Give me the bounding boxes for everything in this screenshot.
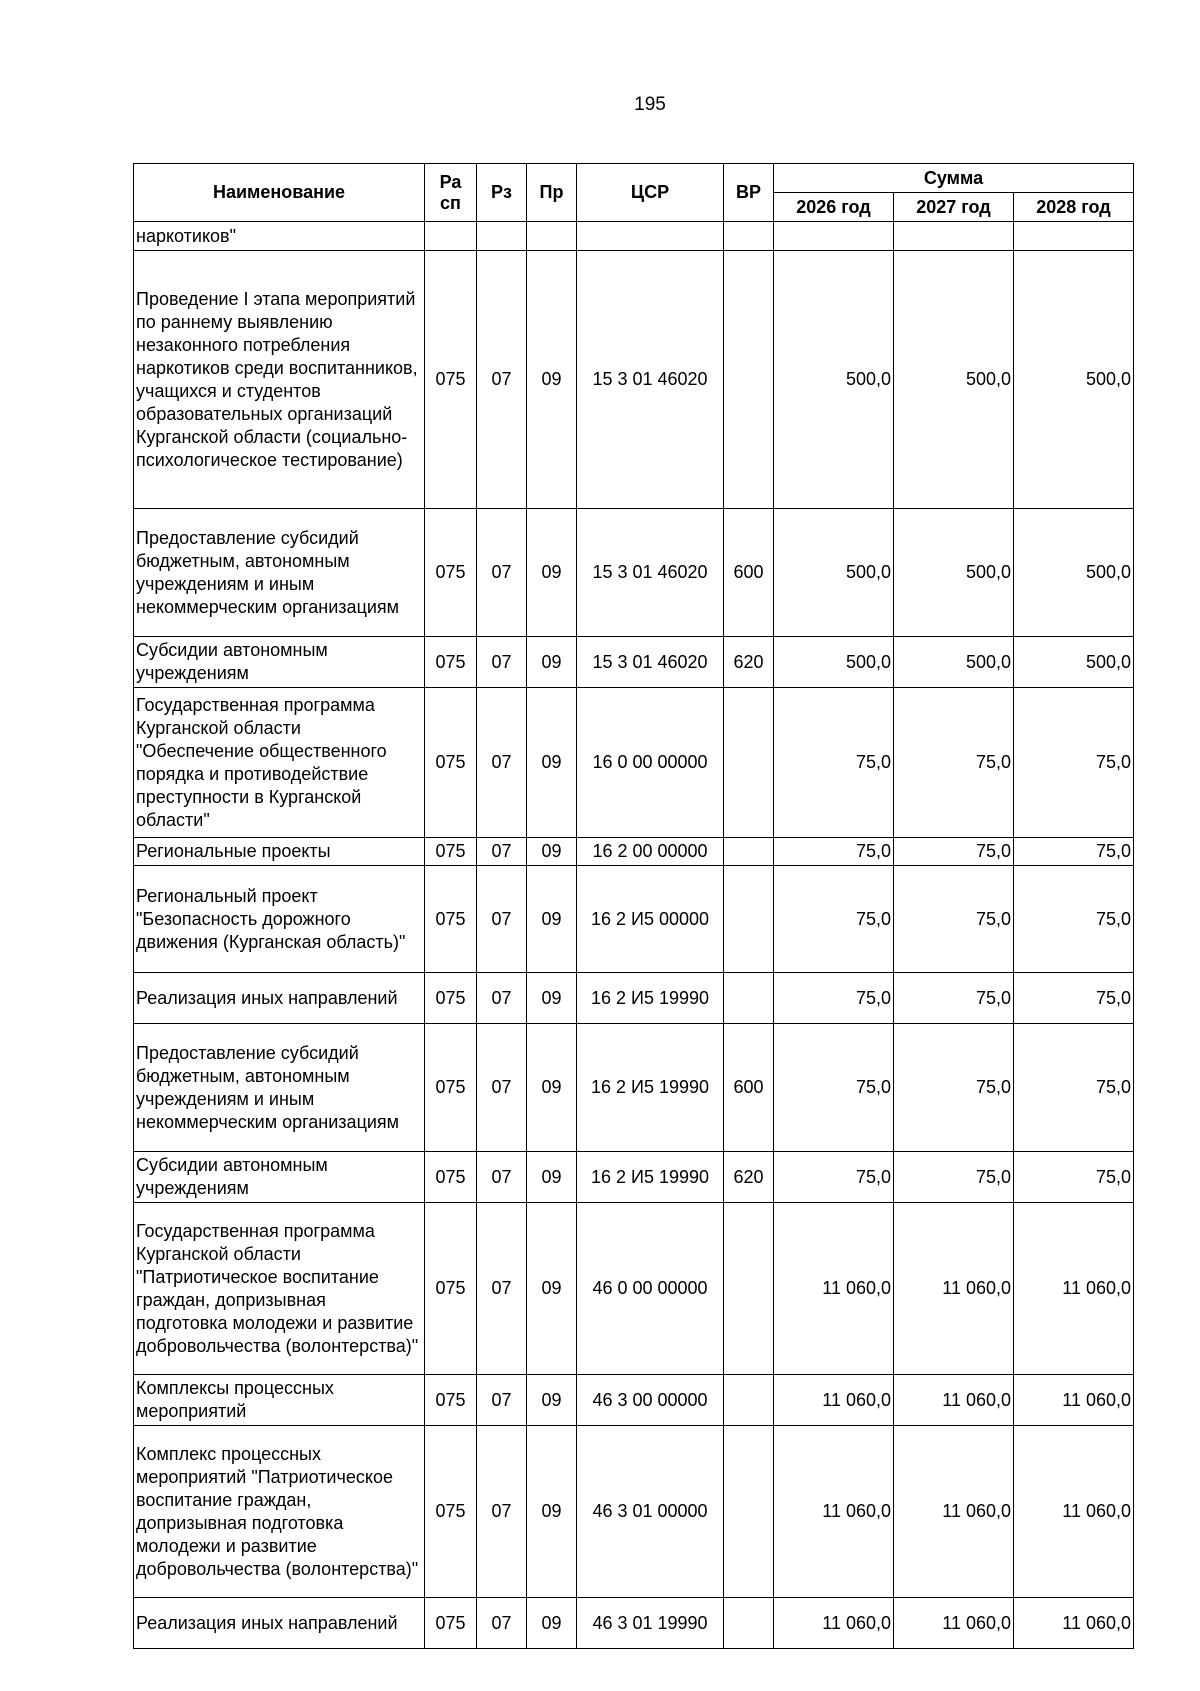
cell-pr: 09 bbox=[527, 973, 577, 1024]
cell-name: Комплексы процессных мероприятий bbox=[134, 1375, 425, 1426]
cell-2027: 11 060,0 bbox=[894, 1203, 1014, 1375]
header-year-2028: 2028 год bbox=[1014, 193, 1134, 222]
cell-pr: 09 bbox=[527, 838, 577, 866]
cell-csr: 46 3 00 00000 bbox=[577, 1375, 724, 1426]
cell-2027: 75,0 bbox=[894, 838, 1014, 866]
cell-name: Субсидии автономным учреждениям bbox=[134, 637, 425, 688]
cell-rasp: 075 bbox=[425, 1375, 477, 1426]
cell-rz: 07 bbox=[477, 509, 527, 637]
cell-2026: 500,0 bbox=[774, 637, 894, 688]
cell-csr: 16 2 И5 00000 bbox=[577, 866, 724, 973]
cell-2028: 500,0 bbox=[1014, 637, 1134, 688]
cell-pr: 09 bbox=[527, 251, 577, 509]
cell-pr: 09 bbox=[527, 1598, 577, 1649]
cell-rz: 07 bbox=[477, 251, 527, 509]
cell-vr bbox=[724, 251, 774, 509]
header-year-2026: 2026 год bbox=[774, 193, 894, 222]
cell-vr bbox=[724, 1203, 774, 1375]
cell-2026: 75,0 bbox=[774, 838, 894, 866]
header-rz: Рз bbox=[477, 164, 527, 222]
cell-2027 bbox=[894, 222, 1014, 251]
cell-vr: 600 bbox=[724, 509, 774, 637]
cell-pr: 09 bbox=[527, 509, 577, 637]
cell-vr bbox=[724, 222, 774, 251]
cell-vr bbox=[724, 973, 774, 1024]
cell-csr: 46 3 01 00000 bbox=[577, 1426, 724, 1598]
cell-vr: 620 bbox=[724, 637, 774, 688]
cell-rasp: 075 bbox=[425, 1024, 477, 1152]
cell-pr: 09 bbox=[527, 637, 577, 688]
cell-csr: 15 3 01 46020 bbox=[577, 509, 724, 637]
cell-2028: 11 060,0 bbox=[1014, 1375, 1134, 1426]
cell-rasp: 075 bbox=[425, 866, 477, 973]
cell-csr: 16 2 И5 19990 bbox=[577, 1152, 724, 1203]
cell-name: Предоставление субсидий бюджетным, автономным учреждениям и иным некоммерческим организациям bbox=[134, 1024, 425, 1152]
cell-2027: 75,0 bbox=[894, 688, 1014, 838]
table-row bbox=[134, 1375, 1134, 1426]
cell-2027: 11 060,0 bbox=[894, 1426, 1014, 1598]
cell-rz: 07 bbox=[477, 637, 527, 688]
cell-rz: 07 bbox=[477, 1152, 527, 1203]
cell-rz: 07 bbox=[477, 1024, 527, 1152]
cell-rz: 07 bbox=[477, 1375, 527, 1426]
cell-2028 bbox=[1014, 222, 1134, 251]
cell-2026: 75,0 bbox=[774, 1024, 894, 1152]
table-body bbox=[134, 222, 1134, 1649]
cell-2028: 75,0 bbox=[1014, 866, 1134, 973]
cell-vr bbox=[724, 838, 774, 866]
cell-pr bbox=[527, 222, 577, 251]
cell-rasp: 075 bbox=[425, 838, 477, 866]
cell-2027: 500,0 bbox=[894, 509, 1014, 637]
table-row bbox=[134, 1426, 1134, 1598]
cell-csr: 46 0 00 00000 bbox=[577, 1203, 724, 1375]
cell-2028: 11 060,0 bbox=[1014, 1426, 1134, 1598]
table-row bbox=[134, 251, 1134, 509]
table-row bbox=[134, 866, 1134, 973]
cell-rasp: 075 bbox=[425, 688, 477, 838]
cell-rasp: 075 bbox=[425, 509, 477, 637]
cell-2028: 75,0 bbox=[1014, 1024, 1134, 1152]
table-row bbox=[134, 1024, 1134, 1152]
cell-rz: 07 bbox=[477, 688, 527, 838]
cell-vr bbox=[724, 1598, 774, 1649]
budget-table bbox=[133, 163, 1134, 1649]
cell-rz: 07 bbox=[477, 1203, 527, 1375]
cell-2027: 11 060,0 bbox=[894, 1375, 1014, 1426]
cell-name: Региональные проекты bbox=[134, 838, 425, 866]
cell-pr: 09 bbox=[527, 1203, 577, 1375]
cell-2026: 500,0 bbox=[774, 509, 894, 637]
cell-csr: 16 2 И5 19990 bbox=[577, 973, 724, 1024]
cell-rasp: 075 bbox=[425, 1152, 477, 1203]
cell-2028: 500,0 bbox=[1014, 251, 1134, 509]
header-year-2027: 2027 год bbox=[894, 193, 1014, 222]
cell-name: Проведение I этапа мероприятий по раннему выявлению незаконного потребления наркотиков среди воспитанников, учащихся и студентов образовательных организаций Курганской области (социально-психологическое тестирование) bbox=[134, 251, 425, 509]
table-header bbox=[134, 164, 1134, 222]
cell-2026: 11 060,0 bbox=[774, 1203, 894, 1375]
table-row bbox=[134, 838, 1134, 866]
header-rasp bbox=[425, 164, 477, 222]
cell-vr bbox=[724, 688, 774, 838]
cell-2027: 500,0 bbox=[894, 251, 1014, 509]
cell-2028: 75,0 bbox=[1014, 838, 1134, 866]
header-sum: Сумма bbox=[774, 164, 1134, 193]
cell-rasp bbox=[425, 222, 477, 251]
cell-name: Комплекс процессных мероприятий "Патриотическое воспитание граждан, допризывная подготовка молодежи и развитие добровольчества (волонтерства)" bbox=[134, 1426, 425, 1598]
cell-2026: 75,0 bbox=[774, 866, 894, 973]
cell-name: Предоставление субсидий бюджетным, автономным учреждениям и иным некоммерческим организациям bbox=[134, 509, 425, 637]
cell-csr: 16 2 00 00000 bbox=[577, 838, 724, 866]
cell-csr: 16 2 И5 19990 bbox=[577, 1024, 724, 1152]
cell-name: Государственная программа Курганской области "Патриотическое воспитание граждан, допризывная подготовка молодежи и развитие добровольчества (волонтерства)" bbox=[134, 1203, 425, 1375]
header-vr: ВР bbox=[724, 164, 774, 222]
cell-2028: 75,0 bbox=[1014, 973, 1134, 1024]
cell-rz bbox=[477, 222, 527, 251]
cell-rasp: 075 bbox=[425, 1598, 477, 1649]
cell-name: Реализация иных направлений bbox=[134, 973, 425, 1024]
cell-2027: 11 060,0 bbox=[894, 1598, 1014, 1649]
table-row bbox=[134, 973, 1134, 1024]
cell-2026: 11 060,0 bbox=[774, 1598, 894, 1649]
cell-pr: 09 bbox=[527, 1152, 577, 1203]
cell-2026: 500,0 bbox=[774, 251, 894, 509]
cell-2027: 500,0 bbox=[894, 637, 1014, 688]
cell-vr bbox=[724, 1375, 774, 1426]
cell-pr: 09 bbox=[527, 1024, 577, 1152]
cell-2026: 75,0 bbox=[774, 973, 894, 1024]
table-row bbox=[134, 1203, 1134, 1375]
cell-2027: 75,0 bbox=[894, 1024, 1014, 1152]
header-name: Наименование bbox=[134, 164, 425, 222]
cell-name: наркотиков" bbox=[134, 222, 425, 251]
cell-rz: 07 bbox=[477, 866, 527, 973]
cell-2028: 75,0 bbox=[1014, 1152, 1134, 1203]
header-rasp-line2: сп bbox=[440, 192, 461, 213]
cell-2026: 11 060,0 bbox=[774, 1375, 894, 1426]
table-row bbox=[134, 509, 1134, 637]
cell-name: Государственная программа Курганской области "Обеспечение общественного порядка и противодействие преступности в Курганской области" bbox=[134, 688, 425, 838]
cell-csr: 15 3 01 46020 bbox=[577, 251, 724, 509]
cell-vr: 600 bbox=[724, 1024, 774, 1152]
cell-2026: 11 060,0 bbox=[774, 1426, 894, 1598]
cell-2026: 75,0 bbox=[774, 1152, 894, 1203]
cell-2027: 75,0 bbox=[894, 1152, 1014, 1203]
cell-vr bbox=[724, 866, 774, 973]
cell-name: Региональный проект "Безопасность дорожного движения (Курганская область)" bbox=[134, 866, 425, 973]
cell-rz: 07 bbox=[477, 1426, 527, 1598]
header-csr: ЦСР bbox=[577, 164, 724, 222]
cell-2026: 75,0 bbox=[774, 688, 894, 838]
header-pr: Пр bbox=[527, 164, 577, 222]
cell-2028: 11 060,0 bbox=[1014, 1598, 1134, 1649]
cell-rasp: 075 bbox=[425, 251, 477, 509]
cell-rz: 07 bbox=[477, 838, 527, 866]
cell-csr: 15 3 01 46020 bbox=[577, 637, 724, 688]
cell-csr: 46 3 01 19990 bbox=[577, 1598, 724, 1649]
table-row bbox=[134, 688, 1134, 838]
cell-2027: 75,0 bbox=[894, 866, 1014, 973]
page-number: 195 bbox=[634, 94, 666, 115]
cell-pr: 09 bbox=[527, 1375, 577, 1426]
cell-name: Субсидии автономным учреждениям bbox=[134, 1152, 425, 1203]
cell-rz: 07 bbox=[477, 1598, 527, 1649]
cell-csr bbox=[577, 222, 724, 251]
cell-csr: 16 0 00 00000 bbox=[577, 688, 724, 838]
table-row bbox=[134, 637, 1134, 688]
cell-rasp: 075 bbox=[425, 1426, 477, 1598]
cell-2027: 75,0 bbox=[894, 973, 1014, 1024]
cell-rz: 07 bbox=[477, 973, 527, 1024]
cell-pr: 09 bbox=[527, 688, 577, 838]
cell-vr bbox=[724, 1426, 774, 1598]
cell-pr: 09 bbox=[527, 1426, 577, 1598]
cell-rasp: 075 bbox=[425, 637, 477, 688]
table-row bbox=[134, 1152, 1134, 1203]
cell-2028: 11 060,0 bbox=[1014, 1203, 1134, 1375]
cell-rasp: 075 bbox=[425, 973, 477, 1024]
cell-pr: 09 bbox=[527, 866, 577, 973]
cell-rasp: 075 bbox=[425, 1203, 477, 1375]
header-rasp-line1: Ра bbox=[439, 171, 462, 192]
table-row bbox=[134, 222, 1134, 251]
cell-vr: 620 bbox=[724, 1152, 774, 1203]
cell-2026 bbox=[774, 222, 894, 251]
cell-name: Реализация иных направлений bbox=[134, 1598, 425, 1649]
cell-2028: 75,0 bbox=[1014, 688, 1134, 838]
cell-2028: 500,0 bbox=[1014, 509, 1134, 637]
table-row bbox=[134, 1598, 1134, 1649]
